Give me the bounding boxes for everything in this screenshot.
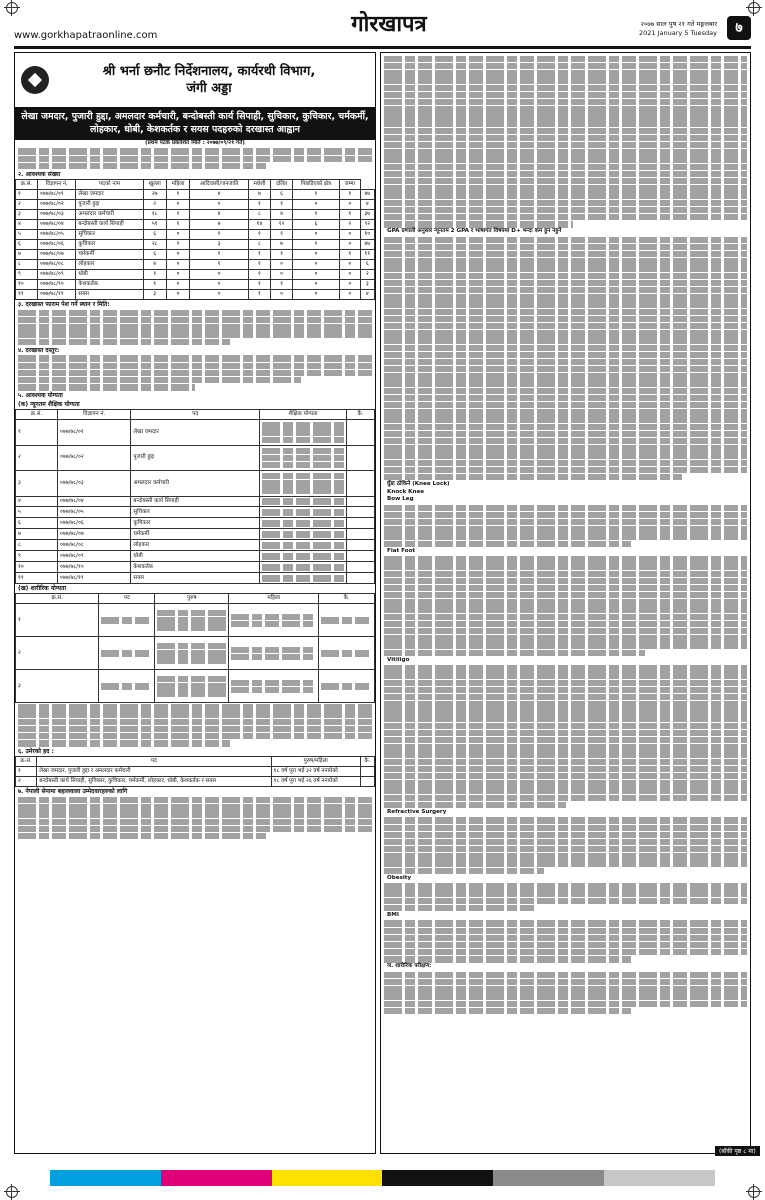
table-cell: ०७७/७८/०१ <box>58 420 131 445</box>
table-cell: ५ <box>16 229 38 239</box>
table-header: महिला <box>166 179 190 189</box>
table-cell: पुजारी हुद्दा <box>131 445 260 470</box>
physical-test-heading: ञ. शारीरिक परीक्षण: <box>387 963 432 970</box>
table-cell <box>346 573 374 584</box>
table-cell <box>346 540 374 551</box>
table-cell: ११ <box>16 573 58 584</box>
table-row <box>16 249 375 259</box>
notice-right-column <box>380 52 751 1154</box>
table-cell: ०७७/७८/०९ <box>37 269 75 279</box>
table-cell: ०७७/७८/०६ <box>58 518 131 529</box>
table-cell: ९ <box>16 269 38 279</box>
table-cell: ४ <box>190 189 248 199</box>
vacancy-table <box>15 179 375 300</box>
continued-tag: (बाँकी पृष्ठ ८ मा) <box>715 1146 760 1156</box>
table-row <box>16 420 375 445</box>
table-cell <box>346 529 374 540</box>
table-cell: धोबी <box>131 551 260 562</box>
publish-date: (प्रथम पटक प्रकाशित मिति : २०७७/०९/२१ गते) <box>145 140 245 146</box>
table-cell: ११ <box>16 289 38 299</box>
table-row <box>16 573 375 584</box>
table-cell <box>346 471 374 496</box>
table-cell: ६ <box>16 518 58 529</box>
table-cell: १ <box>166 219 190 229</box>
table-cell: ०७७/७८/०८ <box>58 540 131 551</box>
table-cell: १ <box>271 199 293 209</box>
table-cell: ६ <box>360 259 374 269</box>
color-swatch <box>50 1170 161 1186</box>
subsection-heading: (ख) शारीरिक योग्यता <box>18 585 67 593</box>
table-cell <box>360 767 374 777</box>
conditions-text <box>381 53 750 1017</box>
table-cell: ० <box>166 229 190 239</box>
table-cell: १ <box>166 209 190 219</box>
qualification-cell <box>260 518 347 529</box>
table-cell: ५१ <box>143 219 166 229</box>
table-row <box>16 199 375 209</box>
table-cell: २ <box>339 219 360 229</box>
table-cell: २ <box>16 199 38 209</box>
table-cell: १ <box>248 259 271 269</box>
section-heading: ४. दरखास्त दस्तुर: <box>18 346 60 354</box>
table-cell <box>346 551 374 562</box>
table-cell: ७ <box>16 249 38 259</box>
color-swatch <box>604 1170 715 1186</box>
table-header: क्र.सं. <box>16 179 38 189</box>
table-cell: ६ <box>143 229 166 239</box>
table-cell: ३ <box>190 239 248 249</box>
table-cell: ४ <box>360 289 374 299</box>
bow-leg-term: Bow Leg <box>387 496 414 503</box>
table-cell: ० <box>271 269 293 279</box>
table-cell: ६ <box>143 249 166 259</box>
table-cell <box>346 507 374 518</box>
table-cell: सयस <box>131 573 260 584</box>
table-row <box>16 209 375 219</box>
table-cell: लेखा जमदार <box>76 189 143 199</box>
table-cell: ० <box>190 289 248 299</box>
table-cell <box>346 445 374 470</box>
table-cell: २ <box>143 199 166 209</box>
table-cell: सुचिकार <box>76 229 143 239</box>
table-cell: २ <box>16 445 58 470</box>
table-header: मधेशी <box>248 179 271 189</box>
subsection-heading: (क) न्यूनतम शैक्षिक योग्यता <box>18 401 80 409</box>
table-row <box>16 562 375 573</box>
table-cell: सयस <box>76 289 143 299</box>
qualification-cell <box>260 551 347 562</box>
registration-mark <box>748 1186 760 1198</box>
table-cell: कुचिकार <box>76 239 143 249</box>
table-cell: ०७७/७८/०७ <box>37 249 75 259</box>
registration-mark <box>6 1186 18 1198</box>
table-cell: १ <box>292 189 339 199</box>
table-cell: १ <box>339 249 360 259</box>
site-url[interactable]: www.gorkhapatraonline.com <box>14 30 158 41</box>
table-cell <box>360 777 374 787</box>
table-cell: १ <box>248 229 271 239</box>
color-swatch <box>382 1170 493 1186</box>
flat-foot-term: Flat Foot <box>387 547 416 554</box>
table-cell: ०७७/७८/०३ <box>58 471 131 496</box>
table-cell: ७ <box>16 529 58 540</box>
table-cell: १० <box>16 562 58 573</box>
table-row <box>16 229 375 239</box>
table-header: पदको नाम <box>76 179 143 189</box>
table-cell: ३ <box>143 289 166 299</box>
table-cell: ०७७/७८/११ <box>37 289 75 299</box>
table-cell: ० <box>166 269 190 279</box>
table-row <box>16 239 375 249</box>
table-row <box>16 551 375 562</box>
table-cell: ०७७/७८/०२ <box>37 199 75 209</box>
table-row <box>16 777 375 787</box>
table-cell: लोहकार <box>76 259 143 269</box>
header-rule <box>14 46 751 49</box>
table-cell: १ <box>292 209 339 219</box>
table-header: पद <box>131 410 260 420</box>
table-cell: १ <box>271 229 293 239</box>
section-text <box>15 310 375 345</box>
table-header: जम्मा <box>339 179 360 189</box>
table-cell: ० <box>166 199 190 209</box>
table-cell: १४ <box>248 219 271 229</box>
qualification-table <box>15 409 375 584</box>
table-cell: ३ <box>16 471 58 496</box>
table-cell: ० <box>292 269 339 279</box>
table-header: आदिवासी/जनजाति <box>190 179 248 189</box>
table-cell: १ <box>271 249 293 259</box>
table-cell: केशकर्तक <box>131 562 260 573</box>
table-cell: ०७७/७८/०३ <box>37 209 75 219</box>
table-header: पद <box>37 757 271 767</box>
table-cell: ० <box>166 279 190 289</box>
table-cell: ०७७/७८/०२ <box>58 445 131 470</box>
table-cell: ७ <box>190 219 248 229</box>
table-cell: ६ <box>16 239 38 249</box>
table-cell: बन्दोबस्ती कार्य सिपाही <box>76 219 143 229</box>
knee-lock-heading: घुँडा ठोकिने (Knee Lock) <box>387 481 450 488</box>
table-cell: ० <box>339 269 360 279</box>
table-cell: ०७७/७८/०५ <box>37 229 75 239</box>
qualification-cell <box>260 445 347 470</box>
table-header: कै. <box>360 757 374 767</box>
table-row <box>16 507 375 518</box>
table-cell: ० <box>292 259 339 269</box>
table-cell: ० <box>292 279 339 289</box>
table-cell: १८ वर्ष पूरा भई ३२ वर्ष ननाघेको <box>271 767 360 777</box>
section-text <box>15 355 375 390</box>
table-cell: ० <box>292 249 339 259</box>
table-row <box>16 445 375 470</box>
table-cell: ४ <box>360 199 374 209</box>
section-heading: ७. नेपाली सेनामा बहालवाला उम्मेदवारहरुको लागि <box>18 788 128 796</box>
table-cell: ८ <box>16 540 58 551</box>
bmi-term: BMI <box>387 911 399 918</box>
table-cell: चर्मकर्मी <box>131 529 260 540</box>
table-header: क्र.सं. <box>16 410 58 420</box>
vitiligo-term: Vitiligo <box>387 656 410 663</box>
table-cell: ० <box>292 289 339 299</box>
table-header: पुरुष/महिला <box>271 757 360 767</box>
table-cell: ४ <box>143 259 166 269</box>
table-cell: १ <box>143 279 166 289</box>
section-text <box>15 797 375 839</box>
table-cell: ०७७/७८/०४ <box>37 219 75 229</box>
table-cell: ४ <box>16 219 38 229</box>
table-cell: ० <box>292 229 339 239</box>
obesity-term: Obesity <box>387 874 412 881</box>
table-cell: १ <box>339 209 360 219</box>
table-cell: १ <box>248 249 271 259</box>
section-heading: ५. आवश्यक योग्यता <box>18 392 63 400</box>
table-cell: ०७७/७८/०६ <box>37 239 75 249</box>
table-cell: १२ <box>271 219 293 229</box>
table-cell: ०७७/७८/०९ <box>58 551 131 562</box>
table-header: खुल्ला <box>143 179 166 189</box>
table-cell <box>346 420 374 445</box>
table-cell: १ <box>16 420 58 445</box>
table-row: २ <box>16 637 375 670</box>
table-cell: ०७७/७८/११ <box>58 573 131 584</box>
table-cell: ० <box>166 289 190 299</box>
table-cell: ०७७/७८/०४ <box>58 496 131 507</box>
table-row <box>16 289 375 299</box>
intro-paragraph <box>15 148 375 169</box>
table-cell: ० <box>190 199 248 209</box>
table-cell: लोहकार <box>131 540 260 551</box>
notice-title: लेखा जमदार, पुजारी हुद्दा, अमलदार कर्मचारी, बन्दोबस्ती कार्य सिपाही, सुचिकार, कुचिकार, चर्मकर्मी, लोहकार, धोबी, केशकर्तक र सयस पदहरुको दरखास्त आह्वान <box>15 107 375 139</box>
table-cell: लेखा जमदार, पुजारी हुद्दा र अमलदार कर्मचारी <box>37 767 271 777</box>
section-heading: ३. दरखास्त फाराम पेश गर्ने स्थान र मिति: <box>18 300 110 308</box>
table-cell: ६ <box>292 219 339 229</box>
office-title: श्री भर्ना छनौट निर्देशनालय, कार्यरथी विभाग, जंगी अड्डा <box>102 64 316 96</box>
table-cell: ५ <box>16 507 58 518</box>
table-header: क्र.सं. <box>16 757 37 767</box>
table-header: कै. <box>346 410 374 420</box>
table-cell: ८ <box>16 259 38 269</box>
table-row <box>16 259 375 269</box>
table-row <box>16 279 375 289</box>
color-swatch <box>493 1170 604 1186</box>
table-cell <box>346 518 374 529</box>
table-cell: लेखा जमदार <box>131 420 260 445</box>
table-cell: ४ <box>190 209 248 219</box>
table-cell: १ <box>190 249 248 259</box>
table-cell: १ <box>190 229 248 239</box>
table-cell: २ <box>360 269 374 279</box>
table-row <box>16 518 375 529</box>
table-cell: ९ <box>16 551 58 562</box>
table-cell: १० <box>16 279 38 289</box>
page-header <box>14 10 751 46</box>
table-cell: १ <box>190 259 248 269</box>
table-header: पुरुष <box>155 594 229 604</box>
table-cell: ७ <box>271 239 293 249</box>
table-header: विज्ञापन नं. <box>58 410 131 420</box>
qualification-cell <box>260 471 347 496</box>
table-cell: चर्मकर्मी <box>76 249 143 259</box>
table-header: विज्ञापन नं. <box>37 179 75 189</box>
table-cell: ० <box>339 229 360 239</box>
table-cell: १ <box>292 239 339 249</box>
table-cell: २७ <box>143 189 166 199</box>
table-header: पद <box>99 594 155 604</box>
table-cell: सुचिकार <box>131 507 260 518</box>
table-cell: ० <box>166 249 190 259</box>
table-row <box>16 767 375 777</box>
table-cell: ४ <box>271 209 293 219</box>
table-cell: ० <box>339 199 360 209</box>
section-heading: २. आवश्यक संख्या <box>18 170 61 178</box>
physical-table <box>15 593 375 703</box>
table-cell: बन्दोबस्ती कार्य सिपाही, सुचिकार, कुचिकार, चर्मकर्मी, लोहकार, धोबी, केशकर्तक र सयस <box>37 777 271 787</box>
table-cell: ० <box>339 259 360 269</box>
table-cell: २ <box>16 777 37 787</box>
table-cell: ० <box>271 289 293 299</box>
table-cell: १ <box>271 279 293 289</box>
table-cell: १ <box>339 189 360 199</box>
table-row: ३ <box>16 670 375 703</box>
table-cell: ० <box>190 269 248 279</box>
table-cell <box>346 562 374 573</box>
table-cell: ४७ <box>360 189 374 199</box>
table-cell: ०७७/७८/१० <box>58 562 131 573</box>
table-cell: पुजारी हुद्दा <box>76 199 143 209</box>
table-cell: १ <box>166 239 190 249</box>
qualification-cell <box>260 496 347 507</box>
table-cell: २८ <box>143 239 166 249</box>
page-number-badge: ७ <box>727 16 751 40</box>
table-row <box>16 529 375 540</box>
table-cell: १० <box>360 229 374 239</box>
date-nepali: २०७७ साल पुष २१ गते मङ्गलबार <box>640 20 717 28</box>
section-heading: ६. उमेरको हद : <box>18 748 54 756</box>
table-header: कै. <box>319 594 375 604</box>
table-cell: ० <box>292 199 339 209</box>
table-cell: ० <box>271 259 293 269</box>
table-row: १ <box>16 604 375 637</box>
table-cell: ० <box>339 239 360 249</box>
table-row <box>16 540 375 551</box>
gpa-note: GPA प्रणाली अनुसार न्यूनतम 2 GPA र भाषागत विषयमा D+ भन्दा कम हुन नहुने <box>387 228 562 235</box>
age-table <box>15 756 375 787</box>
table-cell: १ <box>248 269 271 279</box>
table-cell: ० <box>339 279 360 289</box>
table-cell: ४ <box>16 496 58 507</box>
table-cell: ०७७/७८/१० <box>37 279 75 289</box>
army-emblem-icon <box>21 66 49 94</box>
table-cell: ३ <box>16 209 38 219</box>
qualification-cell <box>260 540 347 551</box>
table-cell: कुचिकार <box>131 518 260 529</box>
date-english: 2021 January 5 Tuesday <box>639 29 717 37</box>
table-cell: १८ वर्ष पूरा भई २६ वर्ष ननाघेको <box>271 777 360 787</box>
masthead: गोरखापत्र <box>351 11 427 37</box>
table-cell: ४७ <box>360 239 374 249</box>
qualification-cell <box>260 529 347 540</box>
table-cell: ९२ <box>360 219 374 229</box>
section-text <box>15 704 375 746</box>
qualification-cell <box>260 562 347 573</box>
table-cell: १ <box>248 199 271 209</box>
color-registration-bar <box>50 1170 715 1186</box>
table-header: शैक्षिक योग्यता <box>260 410 347 420</box>
table-cell: १ <box>248 289 271 299</box>
table-cell: ० <box>166 259 190 269</box>
color-swatch <box>161 1170 272 1186</box>
table-cell: ०७७/७८/०५ <box>58 507 131 518</box>
table-cell: १ <box>166 189 190 199</box>
table-cell: ३ <box>360 279 374 289</box>
table-cell: १ <box>16 767 37 777</box>
table-row <box>16 496 375 507</box>
table-cell: बन्दोबस्ती कार्य सिपाही <box>131 496 260 507</box>
table-cell: १ <box>143 269 166 279</box>
table-cell: ० <box>339 289 360 299</box>
notice-left-column <box>14 52 376 1154</box>
table-cell: ३७ <box>360 209 374 219</box>
table-row <box>16 471 375 496</box>
qualification-cell <box>260 573 347 584</box>
table-cell: १ <box>16 189 38 199</box>
qualification-cell <box>260 420 347 445</box>
table-cell: १८ <box>143 209 166 219</box>
table-cell: ६ <box>271 189 293 199</box>
table-cell: धोबी <box>76 269 143 279</box>
refractive-surgery-term: Refractive Surgery <box>387 808 447 815</box>
knock-knee-term: Knock Knee <box>387 488 425 495</box>
table-cell: ८ <box>248 209 271 219</box>
table-cell <box>346 496 374 507</box>
table-cell: ०७७/७८/०८ <box>37 259 75 269</box>
table-cell: ०७७/७८/०१ <box>37 189 75 199</box>
table-cell: ०७७/७८/०७ <box>58 529 131 540</box>
table-cell: केशकर्तक <box>76 279 143 289</box>
table-cell: ११ <box>360 249 374 259</box>
dateline <box>639 20 717 38</box>
table-header: महिला <box>229 594 319 604</box>
table-row <box>16 269 375 279</box>
table-cell: अमलदार कर्मचारी <box>76 209 143 219</box>
table-row <box>16 189 375 199</box>
table-cell: अमलदार कर्मचारी <box>131 471 260 496</box>
notice-banner <box>15 53 375 140</box>
qualification-cell <box>260 507 347 518</box>
table-cell: १ <box>248 279 271 289</box>
table-header: दलित <box>271 179 293 189</box>
table-header: पिछडिएको क्षेत्र <box>292 179 339 189</box>
table-cell: ७ <box>248 189 271 199</box>
table-row <box>16 219 375 229</box>
table-cell: ० <box>190 279 248 289</box>
table-header: क्र.सं. <box>16 594 99 604</box>
table-cell: ८ <box>248 239 271 249</box>
color-swatch <box>272 1170 383 1186</box>
